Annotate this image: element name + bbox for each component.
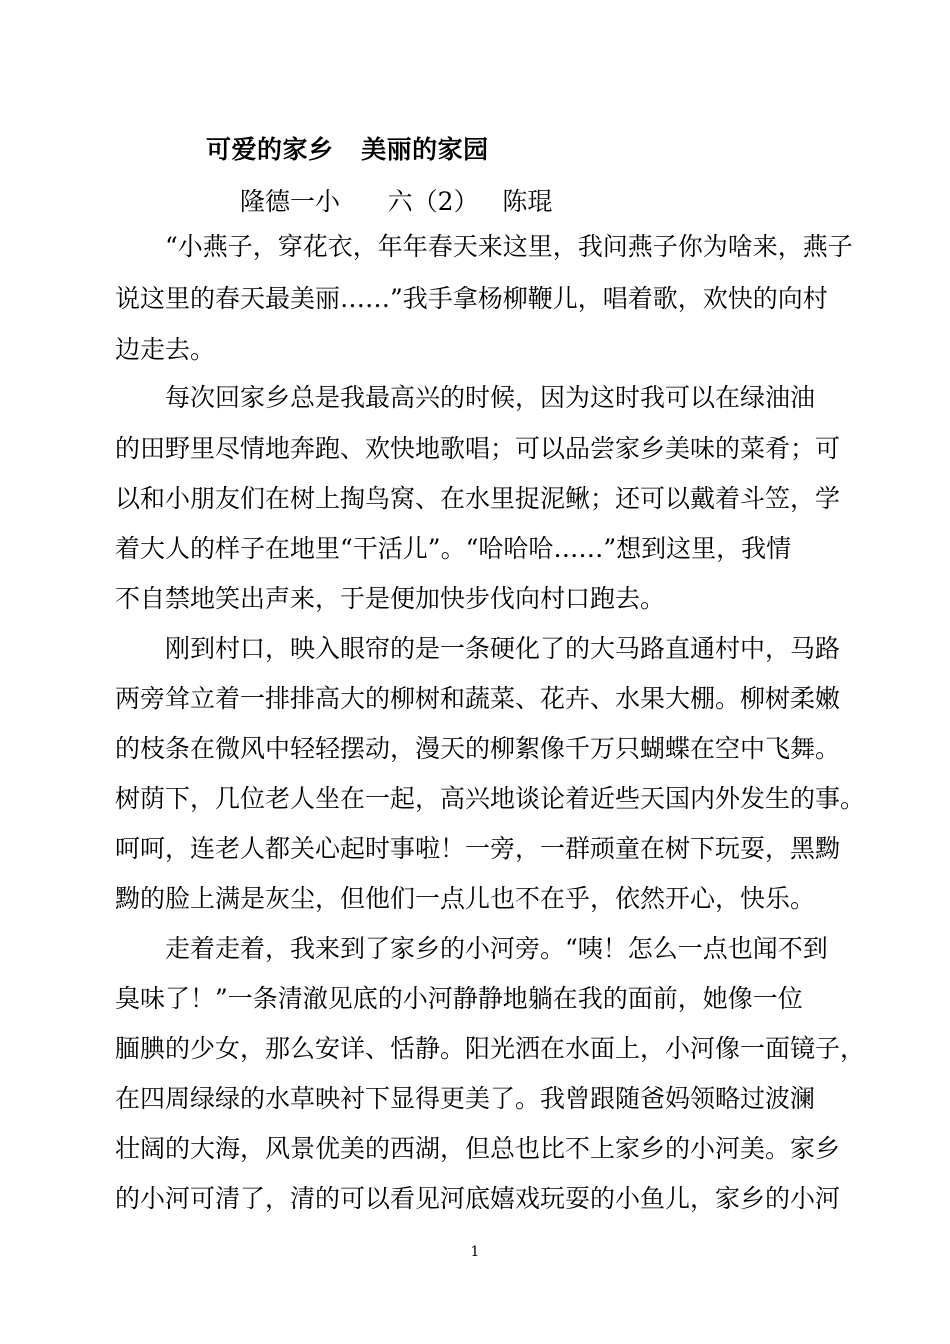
text-line: 树荫下，几位老人坐在一起，高兴地谈论着近些天国内外发生的事。: [115, 784, 866, 813]
text-line: 腼腆的少女，那么安详、恬静。阳光洒在水面上，小河像一面镜子，: [115, 1034, 866, 1063]
text-line: 着大人的样子在地里“干活儿”。“哈哈哈……”想到这里，我情: [115, 534, 792, 563]
text-line: 的枝条在微风中轻轻摆动，漫天的柳絮像千万只蝴蝶在空中飞舞。: [115, 734, 841, 763]
page-number: 1: [470, 1244, 480, 1260]
text-line: 走着走着，我来到了家乡的小河旁。“咦！怎么一点也闻不到: [165, 934, 828, 963]
text-line: 呵呵，连老人都关心起时事啦！一旁，一群顽童在树下玩耍，黑黝: [115, 834, 841, 863]
text-line: 臭味了！”一条清澈见底的小河静静地躺在我的面前，她像一位: [115, 984, 803, 1013]
text-line: 边走去。: [115, 335, 216, 364]
text-line: 的田野里尽情地奔跑、欢快地歌唱；可以品尝家乡美味的菜肴；可: [115, 434, 841, 463]
text-line: 每次回家乡总是我最高兴的时候，因为这时我可以在绿油油: [165, 383, 816, 412]
text-line: 说这里的春天最美丽……”我手拿杨柳鞭儿，唱着歌，欢快的向村: [115, 284, 828, 313]
text-line: “小燕子，穿花衣，年年春天来这里，我问燕子你为啥来，燕子: [165, 232, 853, 261]
text-line: 的小河可清了，清的可以看见河底嬉戏玩耍的小鱼儿，家乡的小河: [115, 1184, 841, 1213]
text-line: 不自禁地笑出声来，于是便加快步伐向村口跑去。: [115, 584, 666, 613]
essay-title: 可爱的家乡 美丽的家园: [206, 135, 489, 164]
text-line: 以和小朋友们在树上掏鸟窝、在水里捉泥鳅；还可以戴着斗笠，学: [115, 484, 841, 513]
text-line: 刚到村口，映入眼帘的是一条硬化了的大马路直通村中，马路: [165, 634, 841, 663]
author-line: 隆德一小 六（2） 陈琨: [240, 187, 553, 216]
text-line: 壮阔的大海，风景优美的西湖，但总也比不上家乡的小河美。家乡: [115, 1134, 841, 1163]
text-line: 在四周绿绿的水草映衬下显得更美了。我曾跟随爸妈领略过波澜: [115, 1084, 816, 1113]
text-line: 两旁耸立着一排排高大的柳树和蔬菜、花卉、水果大棚。柳树柔嫩: [115, 684, 841, 713]
text-line: 黝的脸上满是灰尘，但他们一点儿也不在乎，依然开心，快乐。: [115, 884, 816, 913]
